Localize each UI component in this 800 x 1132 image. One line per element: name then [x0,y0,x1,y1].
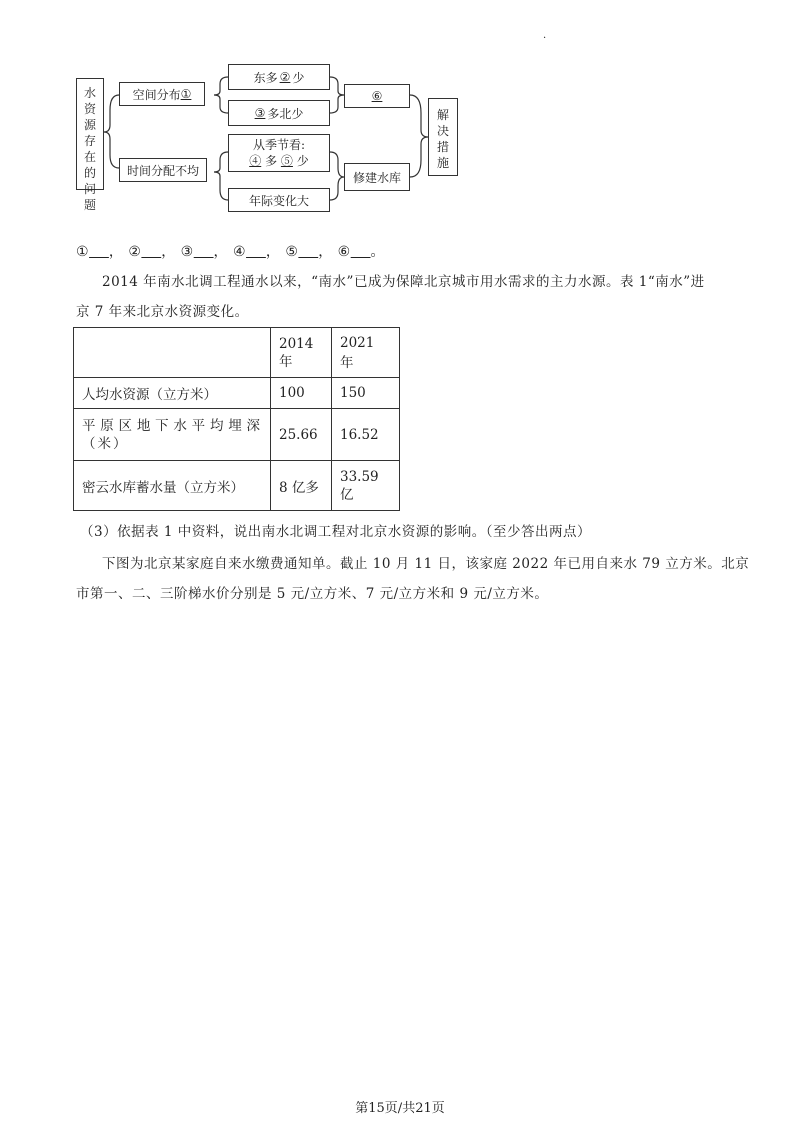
root-char: 在 [83,150,96,164]
solve-char: 施 [436,156,449,170]
root-char: 资 [83,102,96,116]
table-cell: 人均水资源（立方米） [74,378,271,409]
measure-6-box [344,84,410,108]
root-char: 问 [83,182,96,196]
north-less-box [228,100,330,126]
answer-5-label: ⑤ [285,244,299,260]
question-3: （3）依据表 1 中资料，说出南水北调工程对北京水资源的影响。（至少答出两点） [80,524,592,540]
stray-dot: . [543,30,547,41]
answer-1-label: ① [76,244,90,260]
answer-2-label: ② [128,244,142,260]
solve-char: 解 [436,108,449,122]
table-cell: 100 [271,378,332,409]
answer-3-label: ③ [180,244,194,260]
table-cell: 密云水库蓄水量（立方米） [74,461,271,511]
blank-4: ④ [249,154,262,168]
root-char: 存 [83,134,96,148]
reservoir-label: 修建水库 [352,170,401,185]
solve-char: 措 [436,140,449,154]
root-char: 水 [83,86,96,100]
diagram-connectors [0,0,800,230]
temporal-label: 时间分配不均 [126,163,199,178]
table-row [74,461,400,511]
table-cell: 平原区地下水平均埋深（米） [74,409,271,461]
season-box [228,134,330,172]
table-cell: 16.52 [332,409,400,461]
table-cell: 8 亿多 [271,461,332,511]
table-cell: 150 [332,378,400,409]
blank-1: ① [180,87,192,101]
water-resource-table [73,327,400,511]
spatial-distribution-box [119,82,205,106]
table-row [74,409,400,461]
root-char: 题 [83,198,96,212]
blank-2: ② [279,70,291,84]
root-char: 源 [83,118,96,132]
spatial-label: 空间分布 [132,87,181,102]
table-header-cell: 2014 年 [271,328,332,378]
page-footer: 第15页/共21页 [355,1101,445,1116]
blank-3: ③ [254,106,266,120]
east-post: 少 [292,70,305,85]
intro-line-1: 2014 年南水北调工程通水以来，“南水”已成为保障北京城市用水需求的主力水源。表 1“南水”进 [102,274,705,290]
north-label: 多北少 [267,106,304,121]
intro-line-2: 京 7 年来北京水资源变化。 [76,304,249,320]
east-label: 东多 [253,70,278,85]
notice-line-2: 市第一、二、三阶梯水价分别是 5 元/立方米、7 元/立方米和 9 元/立方米。 [76,586,549,602]
root-box-water-problems [76,78,104,212]
blank-5: ⑤ [280,154,293,168]
solve-char: 决 [436,124,449,138]
table-cell: 25.66 [271,409,332,461]
yearly-variation-box [228,188,330,212]
table-row [74,378,400,409]
reservoir-box [344,163,410,191]
table-header-cell [74,328,271,378]
answer-4-label: ④ [232,244,247,260]
east-more-box [228,64,330,90]
temporal-distribution-box [119,158,207,182]
season-post: 少 [296,154,309,168]
root-char: 的 [83,166,96,180]
answer-6-label: ⑥ [337,244,351,260]
notice-line-1: 下图为北京某家庭自来水缴费通知单。截止 10 月 11 日，该家庭 2022 年已用自来水 79 立方米。北京 [102,556,750,572]
table-cell: 33.59 亿 [332,461,400,511]
table-header-cell: 2021 年 [332,328,400,378]
season-label: 从季节看: [252,138,306,152]
solution-box [428,98,458,176]
blank-6: ⑥ [371,89,383,103]
yearly-label: 年际变化大 [248,193,309,208]
table-header-row [74,328,400,378]
answer-blanks-line: ① ， ② ， ③ ， ④ ， ⑤ ， ⑥ 。 [76,244,386,260]
season-mid: 多 [265,154,278,168]
